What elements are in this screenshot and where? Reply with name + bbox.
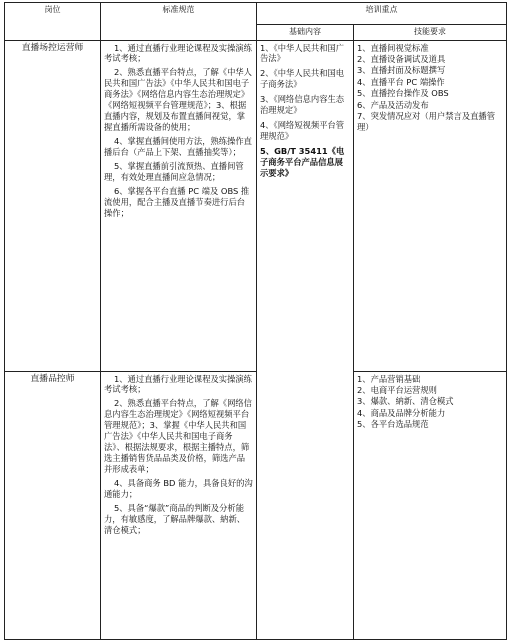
standard-item: 5、具备“爆款”商品的判断及分析能力，有敏感度，了解品牌爆款、納新、清仓模式； (104, 502, 246, 535)
skills-cell (354, 371, 507, 639)
standard-item: 1、通过直播行业理论课程及实操演练考试考核； (104, 42, 252, 64)
header-skill-requirements: 技能要求 (354, 25, 507, 41)
skill-item: 2、电商平台运营规则 (357, 384, 437, 395)
basic-content-cell (257, 40, 354, 639)
standard-item: 2、熟悉直播平台特点，了解《网络信息内容生态治理规定》《网络短视频平台管理规范》；3、掌握《中华人民共和国广告法》《中华人民共和国电子商务法》、根据法规要求，根据主播特点，筛选主播销售货品品类及价格，筛选产品并形成表单； (104, 398, 252, 475)
skill-item: 4、直播平台 PC 端操作 (357, 76, 445, 87)
skill-item: 5、各平台选品规范 (357, 419, 429, 430)
basic-content-item: 3、《网络信息内容生态治理规定》 (260, 94, 345, 116)
skill-item: 2、直播设备调试及道具 (357, 53, 446, 64)
skill-item: 3、直播封面及标题撰写 (357, 65, 446, 76)
standard-item: 2、熟悉直播平台特点，了解《中华人民共和国广告法》《中华人民共和国电子商务法》《网络信息内容生态治理规定》《网络短视频平台管理规范》；3、根据直播内容，规划及布置直播间视觉，掌握直播所需设备的使用； (104, 67, 252, 133)
basic-content-item: 1、《中华人民共和国广告法》 (260, 42, 345, 64)
skills-cell (354, 40, 507, 371)
standard-item: 4、具备商务 BD 能力，具备良好的沟通能力； (104, 477, 253, 499)
header-training-focus: 培训重点 (257, 3, 507, 25)
table-row (5, 371, 507, 639)
basic-content-item: 4、《网络短视频平台管理规范》 (260, 120, 345, 142)
position-cell: 直播品控师 (5, 371, 101, 639)
header-basic-content: 基础内容 (257, 25, 354, 41)
standard-cell (101, 371, 257, 639)
standard-item: 1、通过直播行业理论课程及实操演练考试考核； (104, 373, 252, 395)
skill-item: 5、直播控台操作及 OBS (357, 88, 449, 99)
skill-item: 6、产品及活动发布 (357, 99, 429, 110)
skill-item: 1、直播间视觉标准 (357, 42, 429, 53)
standard-cell (101, 40, 257, 371)
standard-item: 6、掌握各平台直播 PC 端及 OBS 推流使用，配合主播及直播节奏进行后台操作； (104, 185, 250, 218)
header-position: 岗位 (5, 3, 101, 41)
skill-item: 1、产品营销基础 (357, 373, 421, 384)
basic-content-item: 5、GB/T 35411《电子商务平台产品信息展示要求》 (260, 146, 345, 178)
position-cell: 直播场控运营师 (5, 40, 101, 371)
header-standard: 标准规范 (101, 3, 257, 41)
basic-content-item: 2、《中华人民共和国电子商务法》 (260, 68, 345, 90)
skill-item: 3、爆款、納新、清仓模式 (357, 396, 454, 407)
standard-item: 5、掌握直播前引流预热、直播间管理，有效处理直播间应急情况； (104, 160, 244, 182)
skill-item: 7、突发情况应对（用户禁言及直播管理） (357, 111, 496, 133)
standard-item: 4、掌握直播间使用方法，熟练操作直播后台（产品上下架、直播抽奖等）； (104, 136, 252, 157)
skill-item: 4、商品及品牌分析能力 (357, 407, 446, 418)
training-standards-table (4, 2, 507, 640)
table-row (5, 40, 507, 371)
